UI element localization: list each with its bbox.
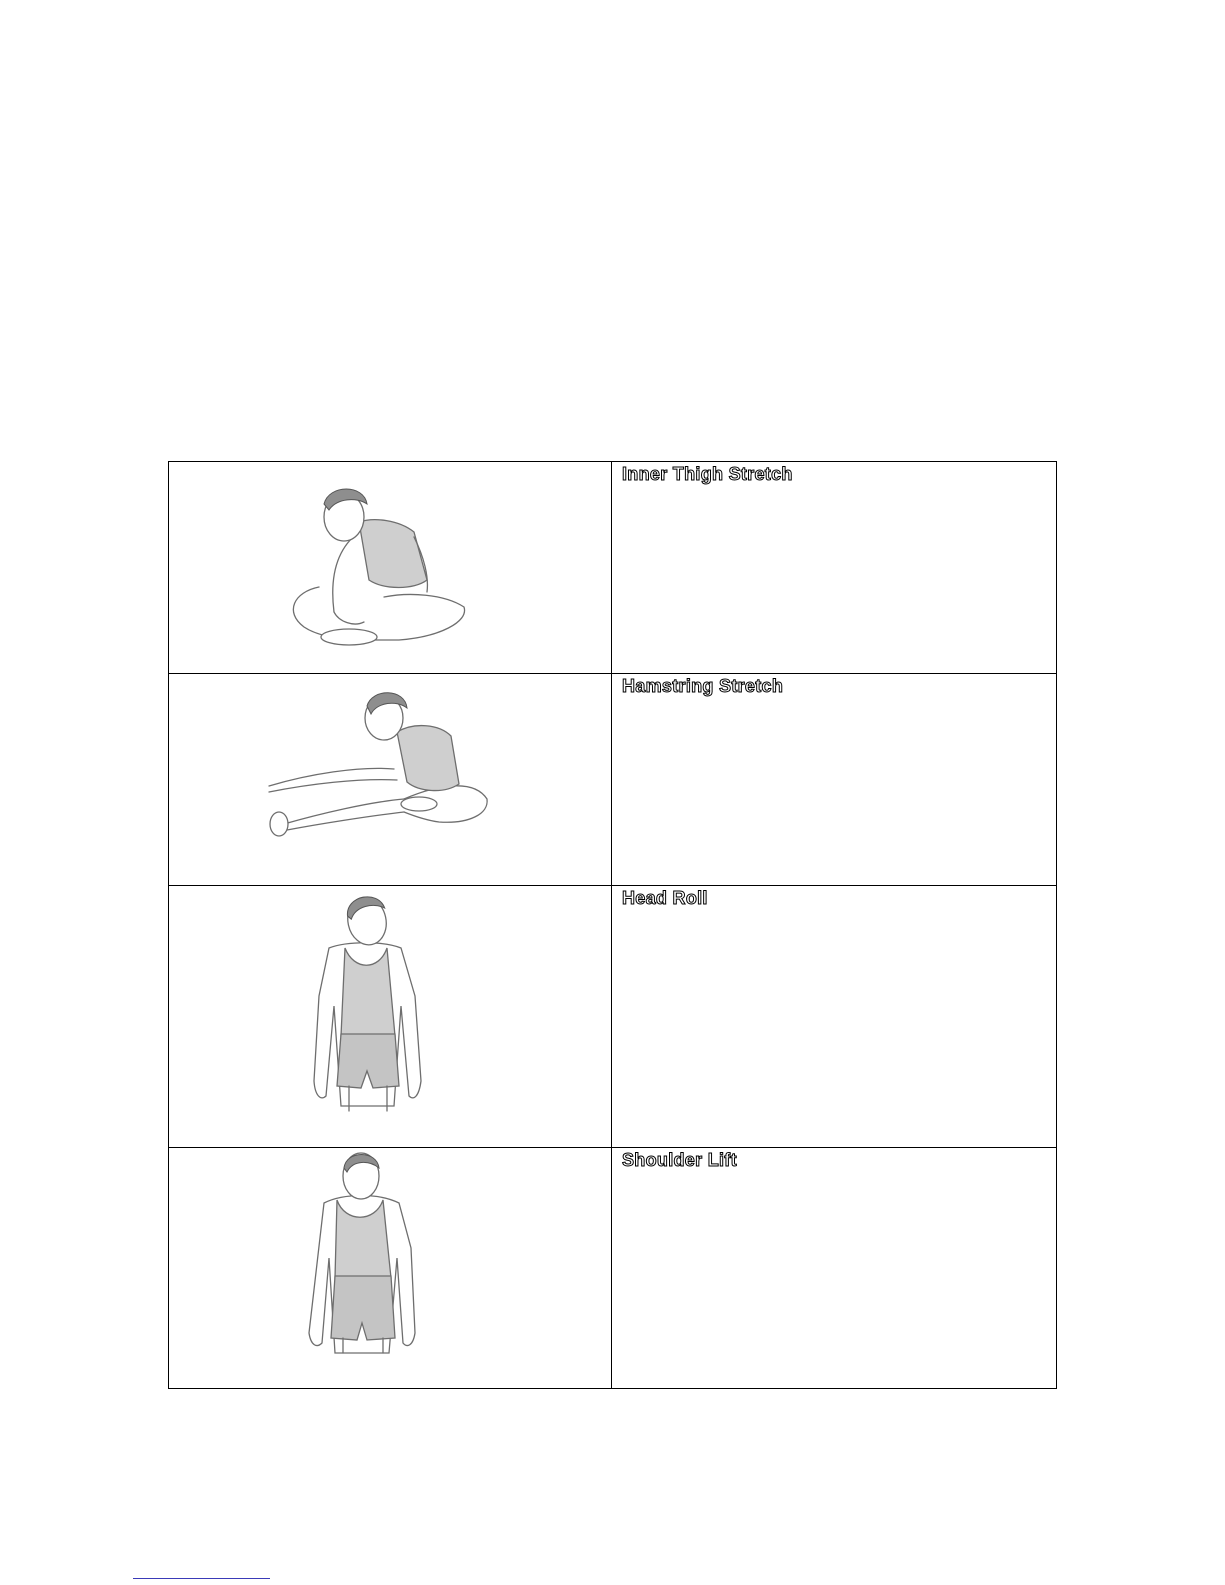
exercise-title: Head Roll bbox=[622, 888, 708, 908]
table-row bbox=[169, 886, 1057, 1148]
figure-cell bbox=[169, 1148, 612, 1389]
exercise-title: Hamstring Stretch bbox=[622, 676, 784, 696]
table-row bbox=[169, 462, 1057, 674]
description-cell bbox=[612, 1148, 1057, 1389]
inner-thigh-stretch-illustration bbox=[169, 462, 611, 673]
footnote-separator bbox=[133, 1578, 270, 1579]
hamstring-stretch-illustration bbox=[169, 674, 611, 885]
description-cell bbox=[612, 886, 1057, 1148]
figure-cell bbox=[169, 886, 612, 1148]
description-cell bbox=[612, 674, 1057, 886]
figure-cell bbox=[169, 674, 612, 886]
table-row bbox=[169, 674, 1057, 886]
shoulder-lift-illustration bbox=[169, 1148, 611, 1388]
head-roll-illustration bbox=[169, 886, 611, 1147]
description-cell bbox=[612, 462, 1057, 674]
exercise-title: Shoulder Lift bbox=[622, 1150, 737, 1170]
exercise-title: Inner Thigh Stretch bbox=[622, 464, 793, 484]
table-row bbox=[169, 1148, 1057, 1389]
figure-cell bbox=[169, 462, 612, 674]
stretch-table bbox=[168, 461, 1057, 1389]
